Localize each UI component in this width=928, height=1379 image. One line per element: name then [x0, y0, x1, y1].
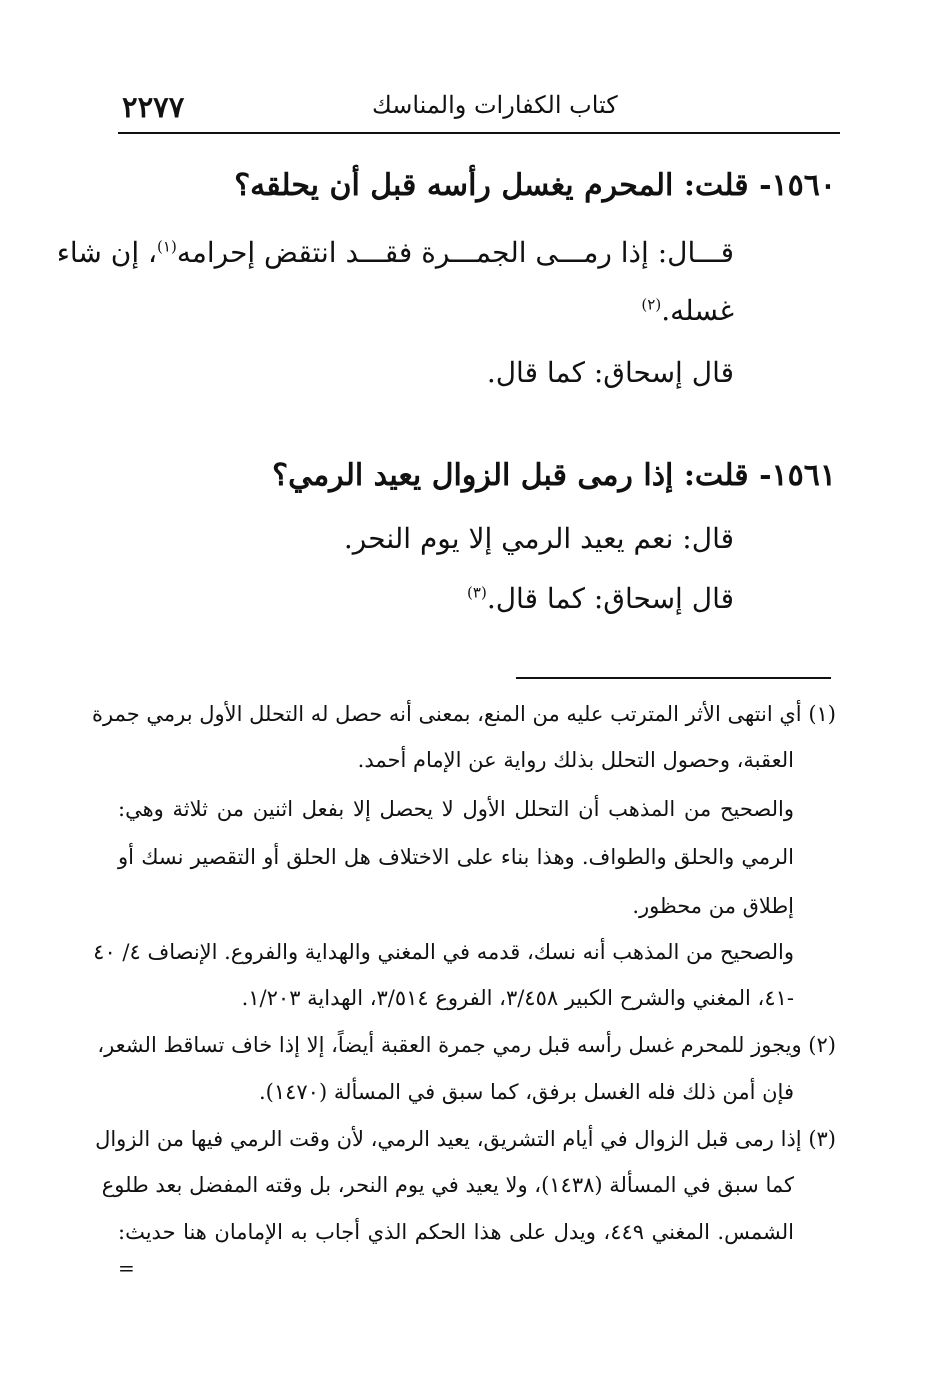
ishaq-1561 [467, 582, 734, 615]
footnote-separator [516, 677, 831, 679]
answer-1560-text-2: غسله. [661, 294, 734, 327]
ishaq-1561-text: قال إسحاق: كما قال. [486, 582, 734, 615]
continuation-mark: = [118, 1256, 135, 1280]
question-1560: ١٥٦٠- قلت: المحرم يغسل رأسه قبل أن يحلقه؟ [234, 168, 836, 203]
footnote-line: والصحيح من المذهب أن التحلل الأول لا يحصل إلا بفعل اثنين من ثلاثة وهي: [118, 797, 794, 821]
answer-1561: قال: نعم يعيد الرمي إلا يوم النحر. [343, 522, 734, 555]
running-header-title: كتاب الكفارات والمناسك [372, 91, 618, 119]
footnote-line: والصحيح من المذهب أنه نسك، قدمه في المغني والهداية والفروع. الإنصاف ٤/ ٤٠ [93, 940, 794, 964]
header-rule [118, 132, 840, 134]
ishaq-1560: قال إسحاق: كما قال. [486, 356, 734, 389]
footnote-line: كما سبق في المسألة (١٤٣٨)، ولا يعيد في يوم النحر، بل وقته المفضل بعد طلوع [101, 1173, 794, 1197]
footnote-ref-1: (١) [157, 237, 177, 256]
footnote-line: (٢) ويجوز للمحرم غسل رأسه قبل رمي جمرة العقبة أيضاً، إلا إذا خاف تساقط الشعر، [97, 1033, 836, 1057]
footnote-line: -٤١، المغني والشرح الكبير ٣/٤٥٨، الفروع ٣/٥١٤، الهداية ١/٢٠٣. [241, 986, 794, 1010]
answer-1560-text-end: ، إن شاء [56, 236, 158, 269]
answer-1560-line-1 [56, 236, 734, 269]
footnote-line: الشمس. المغني ٤٤٩، ويدل على هذا الحكم الذي أجاب به الإمامان هنا حديث: [118, 1220, 794, 1244]
page-number: ٢٢٧٧ [122, 90, 185, 124]
footnote-ref-3: (٣) [467, 583, 487, 602]
answer-1560-text: قـــال: إذا رمـــى الجمـــرة فقـــد انتقض إحرامه [176, 236, 734, 269]
question-1561: ١٥٦١- قلت: إذا رمى قبل الزوال يعيد الرمي؟ [272, 458, 836, 493]
footnote-line: العقبة، وحصول التحلل بذلك رواية عن الإمام أحمد. [357, 748, 794, 772]
answer-1560-line-2 [641, 294, 734, 327]
footnote-line: فإن أمن ذلك فله الغسل برفق، كما سبق في المسألة (١٤٧٠). [258, 1080, 794, 1104]
footnote-line: الرمي والحلق والطواف. وهذا بناء على الاختلاف هل الحلق أو التقصير نسك أو [118, 845, 794, 869]
footnote-ref-2: (٢) [641, 295, 662, 314]
footnote-line: (١) أي انتهى الأثر المترتب عليه من المنع، بمعنى أنه حصل له التحلل الأول برمي جمرة [92, 702, 836, 726]
footnote-line: (٣) إذا رمى قبل الزوال في أيام التشريق، يعيد الرمي، لأن وقت الرمي فيها من الزوال [95, 1127, 836, 1151]
footnote-line: إطلاق من محظور. [632, 894, 794, 918]
